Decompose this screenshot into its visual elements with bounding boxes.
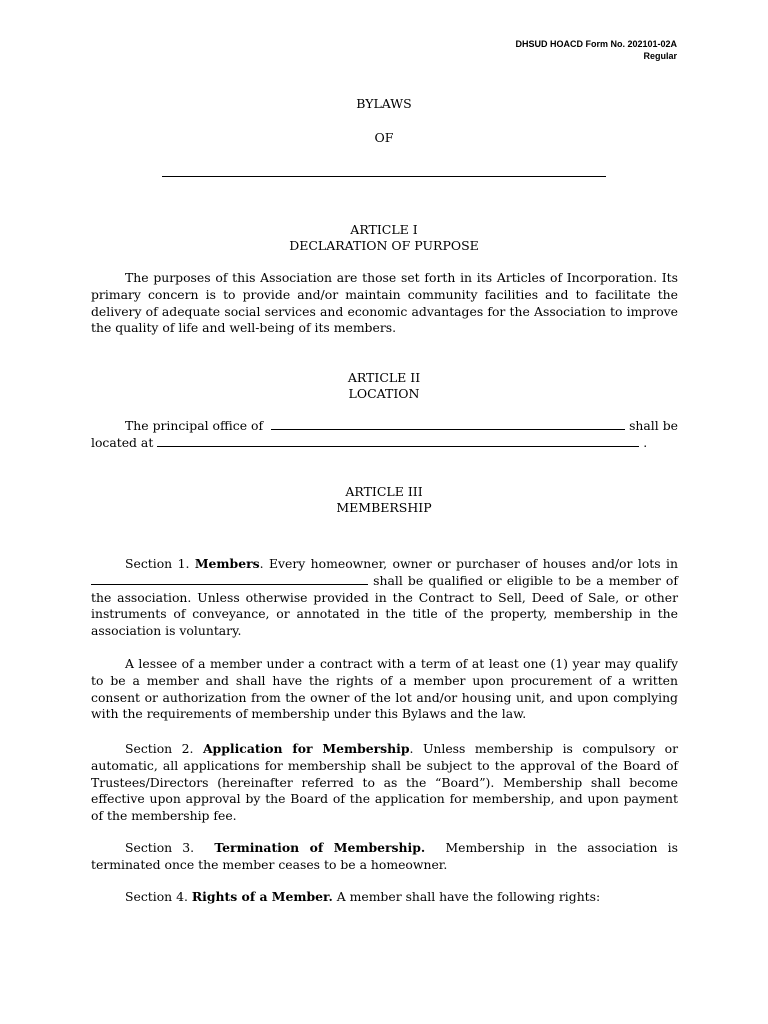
article-2-heading: ARTICLE II: [347, 370, 421, 385]
article-3-subheading: MEMBERSHIP: [336, 500, 432, 515]
association-name-blank: [162, 176, 606, 177]
document-title: BYLAWS: [356, 96, 412, 111]
subdivision-blank: [91, 573, 368, 585]
article-1-subheading: DECLARATION OF PURPOSE: [289, 238, 479, 253]
section-4-paragraph: Section 4. Rights of a Member. A member shall have the following rights:: [125, 889, 601, 904]
article-1-heading: ARTICLE I: [350, 222, 418, 237]
article-2-paragraph: The principal office of shall be located at .: [91, 418, 678, 450]
section-2-paragraph: Section 2. Application for Membership. Unless membership is compulsory or automatic, all applications for membership shall be subject to the approval of the Board of Trustees/Directors (hereinafter referred to as the “Board”). Membership shall become effective upon approval by the Board of the application for membership, and upon payment of the membership fee.: [91, 741, 678, 824]
section-3-paragraph: Section 3. Termination of Membership. Membership in the association is terminated once the member ceases to be a homeowner.: [91, 840, 678, 872]
principal-office-blank: [271, 418, 625, 430]
article-2-subheading: LOCATION: [348, 386, 420, 401]
document-title-of: OF: [374, 130, 394, 145]
article-1-paragraph: The purposes of this Association are those set forth in its Articles of Incorporation. Its primary concern is to provide and/or maintain community facilities and to facilitate the delivery of adequate social services and economic advantages for the Association to improve the quality of life and well-being of its members.: [91, 270, 678, 336]
form-number: DHSUD HOACD Form No. 202101-02A: [515, 39, 677, 49]
section-1-paragraph: Section 1. Members. Every homeowner, owner or purchaser of houses and/or lots in shall be qualified or eligible to be a member of the association. Unless otherwise provided in the Contract to Sell, Deed of Sale, or other instruments of conveyance, or annotated in the title of the property, membership in the association is voluntary.: [91, 556, 678, 639]
location-blank: [157, 435, 639, 447]
article-3-heading: ARTICLE III: [345, 484, 423, 499]
form-type: Regular: [643, 51, 677, 61]
form-identifier: [515, 38, 677, 62]
lessee-paragraph: A lessee of a member under a contract with a term of at least one (1) year may qualify to be a member and shall have the rights of a member upon procurement of a written consent or authorization from the owner of the lot and/or housing unit, and upon complying with the requirements of membership under this Bylaws and the law.: [91, 656, 678, 722]
